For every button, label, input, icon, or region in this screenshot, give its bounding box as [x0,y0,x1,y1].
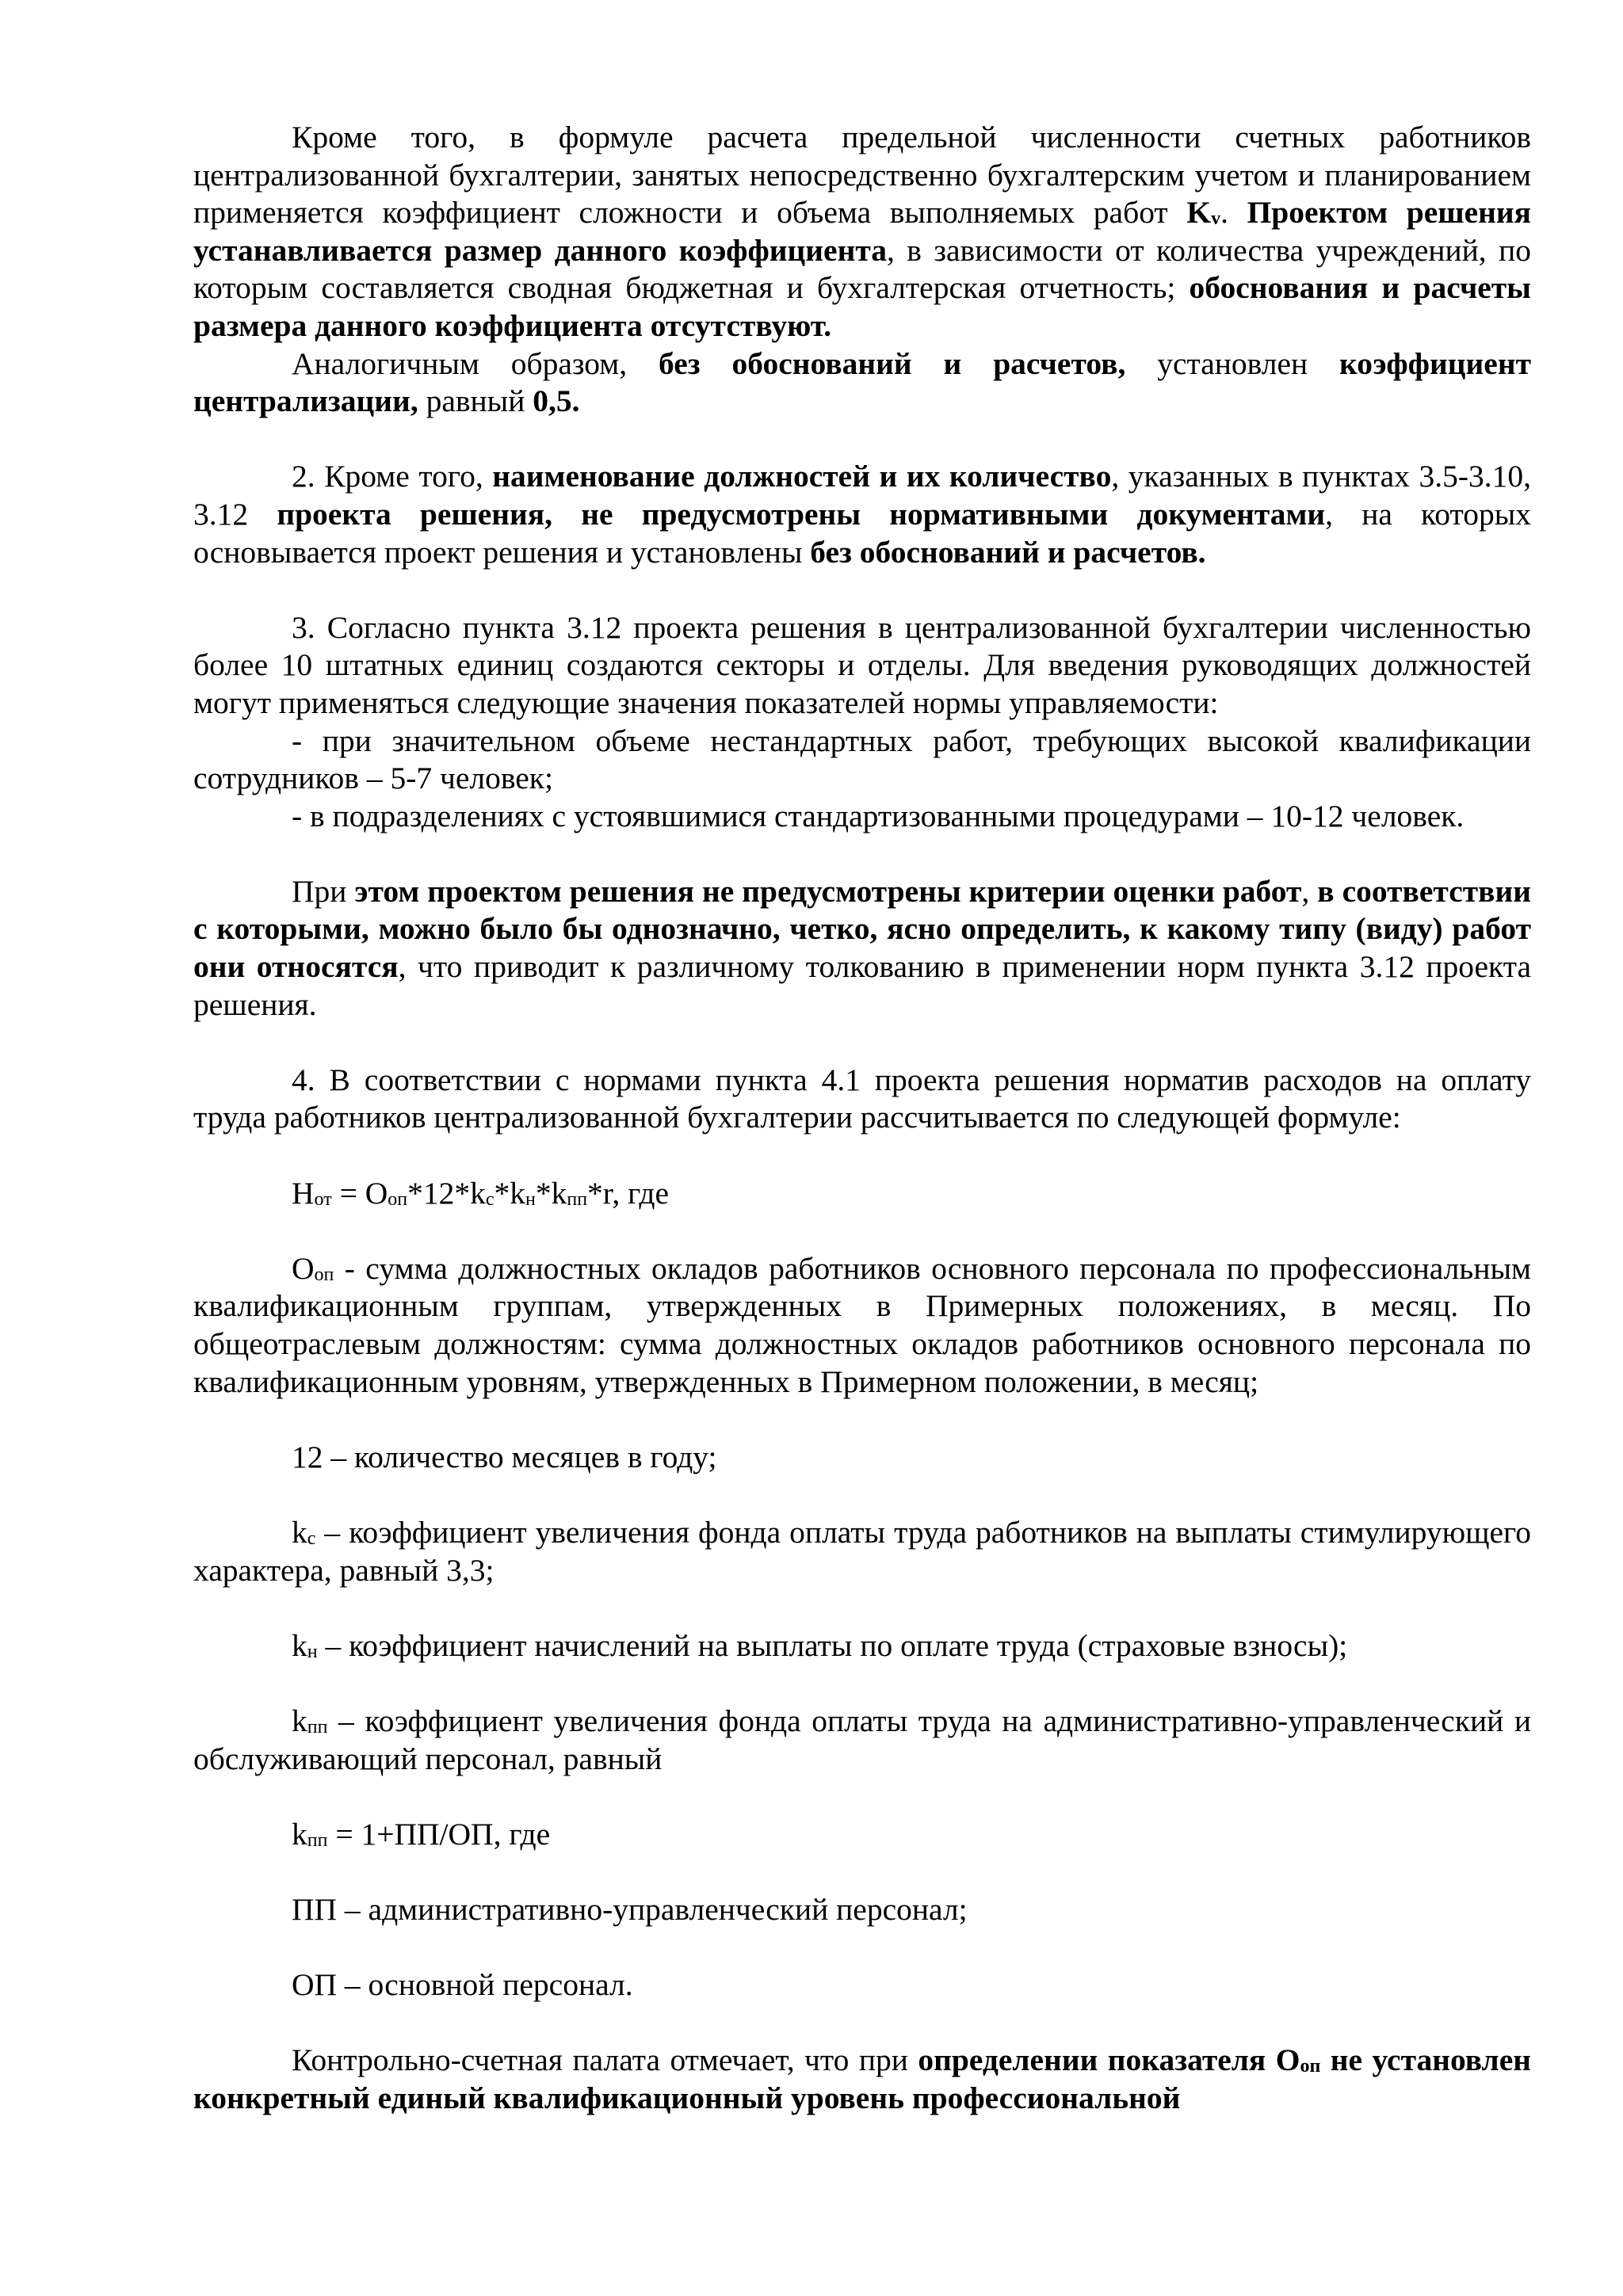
subscript: пп [307,1716,328,1737]
bold-text: проекта решения, не предусмотрены нормативными документами [277,496,1326,532]
bold-text: без обоснований и расчетов, [659,345,1126,381]
definition-op: ОП – основной персонал. [292,1967,633,2003]
paragraph-item-4: 4. В соответствии с нормами пункта 4.1 проекта решения норматив расходов на оплату труда работников централизованной бухгалтерии рассчитывается по следующей формуле: [193,1062,1531,1135]
symbol: = О [331,1175,388,1211]
subscript: оп [314,1264,334,1285]
symbol: *k [535,1175,567,1211]
paragraph-criteria [193,873,1531,1024]
symbol-k: K [1186,195,1212,231]
paragraph-item-3: 3. Согласно пункта 3.12 проекта решения в централизованной бухгалтерии численностью более 10 штатных единиц создаются секторы и отделы. Для введения руководящих должностей могут применяться следующие значения показателей нормы управляемости: [193,609,1531,720]
text: - сумма должностных окладов работников основного персонала по профессиональным квалификационным группам, утвержденных в Примерных положениях, в месяц. По общеотраслевым должностям: сумма должностных окладов работников основного персонала по квалификационным уровням, утвержденных в Примерном положении, в месяц; [193,1250,1531,1399]
bold-text: наименование должностей и их количество [492,459,1112,494]
formula-payroll-norm [193,1175,1531,1213]
text: – коэффициент увеличения фонда оплаты труда на административно-управленческий и обслуживающий персонал, равный [193,1703,1531,1776]
symbol: О [292,1250,315,1286]
text: . [1220,195,1247,231]
list-item-standard-procedures: - в подразделениях с устоявшимися стандартизованными процедурами – 10-12 человек. [292,798,1465,833]
text: , на которых основывается проект решения и установлены [193,496,1531,570]
text: – коэффициент увеличения фонда оплаты труда работников на выплаты стимулирующего характера, равный 3,3; [193,1514,1531,1588]
symbol: *12*k [407,1175,486,1211]
symbol: *k [494,1175,526,1211]
subscript: пп [567,1188,588,1210]
list-item-nonstandard-work: - при значительном объеме нестандартных работ, требующих высокой квалификации сотрудников – 5-7 человек; [193,723,1531,796]
subscript: пп [307,1829,328,1851]
paragraph-centralization-coefficient [193,345,1531,421]
subscript: оп [1300,2056,1321,2077]
paragraph-coefficient-complexity [193,119,1531,345]
symbol: k [292,1514,307,1550]
paragraph-item-2 [193,458,1531,571]
text: , в зависимости от количества учреждений, по которым составляется сводная бюджетная и бухгалтерская отчетность; [193,232,1532,306]
text: не установлен конкретный единый квалификационный уровень профессиональной [193,2042,1532,2115]
definition-kpp [193,1703,1531,1778]
symbol: k [292,1703,307,1738]
symbol: k [292,1627,307,1663]
bold-text: коэффициент централизации, [193,345,1531,419]
definition-pp: ПП – административно-управленческий персонал; [292,1891,968,1927]
text: определении показателя О [918,2042,1300,2078]
bold-text: 0,5. [533,383,580,419]
bold-text: в соответствии с которыми, можно было бы однозначно, четко, ясно определить, к какому типу (виду) работ они относятся [193,873,1532,985]
subscript: от [314,1188,332,1210]
text: , [1301,873,1318,909]
bold-text [1186,195,1220,230]
definition-kc [193,1514,1531,1589]
text: = 1+ПП/ОП, где [327,1816,551,1852]
text: Кроме того, в формуле расчета предельной численности счетных работников централизованной бухгалтерии, занятых непосредственно бухгалтерским учетом и планированием применяется коэффициент сложности и объема выполняемых работ [193,120,1531,231]
subscript: v [1211,208,1221,230]
subscript: c [485,1188,495,1210]
document-page [193,119,1531,2117]
text: Контрольно-счетная палата отмечает, что при [292,2042,918,2078]
bold-text: этом проектом решения не предусмотрены критерии оценки работ [354,873,1302,909]
definition-12: 12 – количество месяцев в году; [292,1439,717,1474]
text: 2. Кроме того, [292,459,493,494]
definition-o-op [193,1250,1531,1401]
symbol: k [292,1816,307,1852]
subscript: н [525,1188,536,1210]
paragraph-control-chamber [193,2042,1531,2117]
text: установлен [1125,345,1340,381]
formula-kpp [193,1816,1531,1854]
bold-text: без обоснований и расчетов. [810,534,1206,570]
text: , что приводит к различному толкованию в применении норм пункта 3.12 проекта решения. [193,949,1531,1022]
text: Аналогичным образом, [292,345,659,381]
text: равный [418,383,533,419]
subscript: c [307,1527,316,1549]
symbol: Н [292,1175,315,1211]
subscript: н [307,1641,318,1662]
bold-text: обоснования и расчеты размера данного коэффициента отсутствуют. [193,270,1531,343]
text: , указанных в пунктах 3.5-3.10, 3.12 [193,459,1531,532]
bold-text: Проектом решения устанавливается размер данного коэффициента [193,195,1531,268]
subscript: оп [388,1188,408,1210]
text: При [292,873,355,909]
text: *r, где [587,1175,669,1211]
text: – коэффициент начислений на выплаты по оплате труда (страховые взносы); [317,1627,1348,1663]
definition-kn [193,1627,1531,1665]
